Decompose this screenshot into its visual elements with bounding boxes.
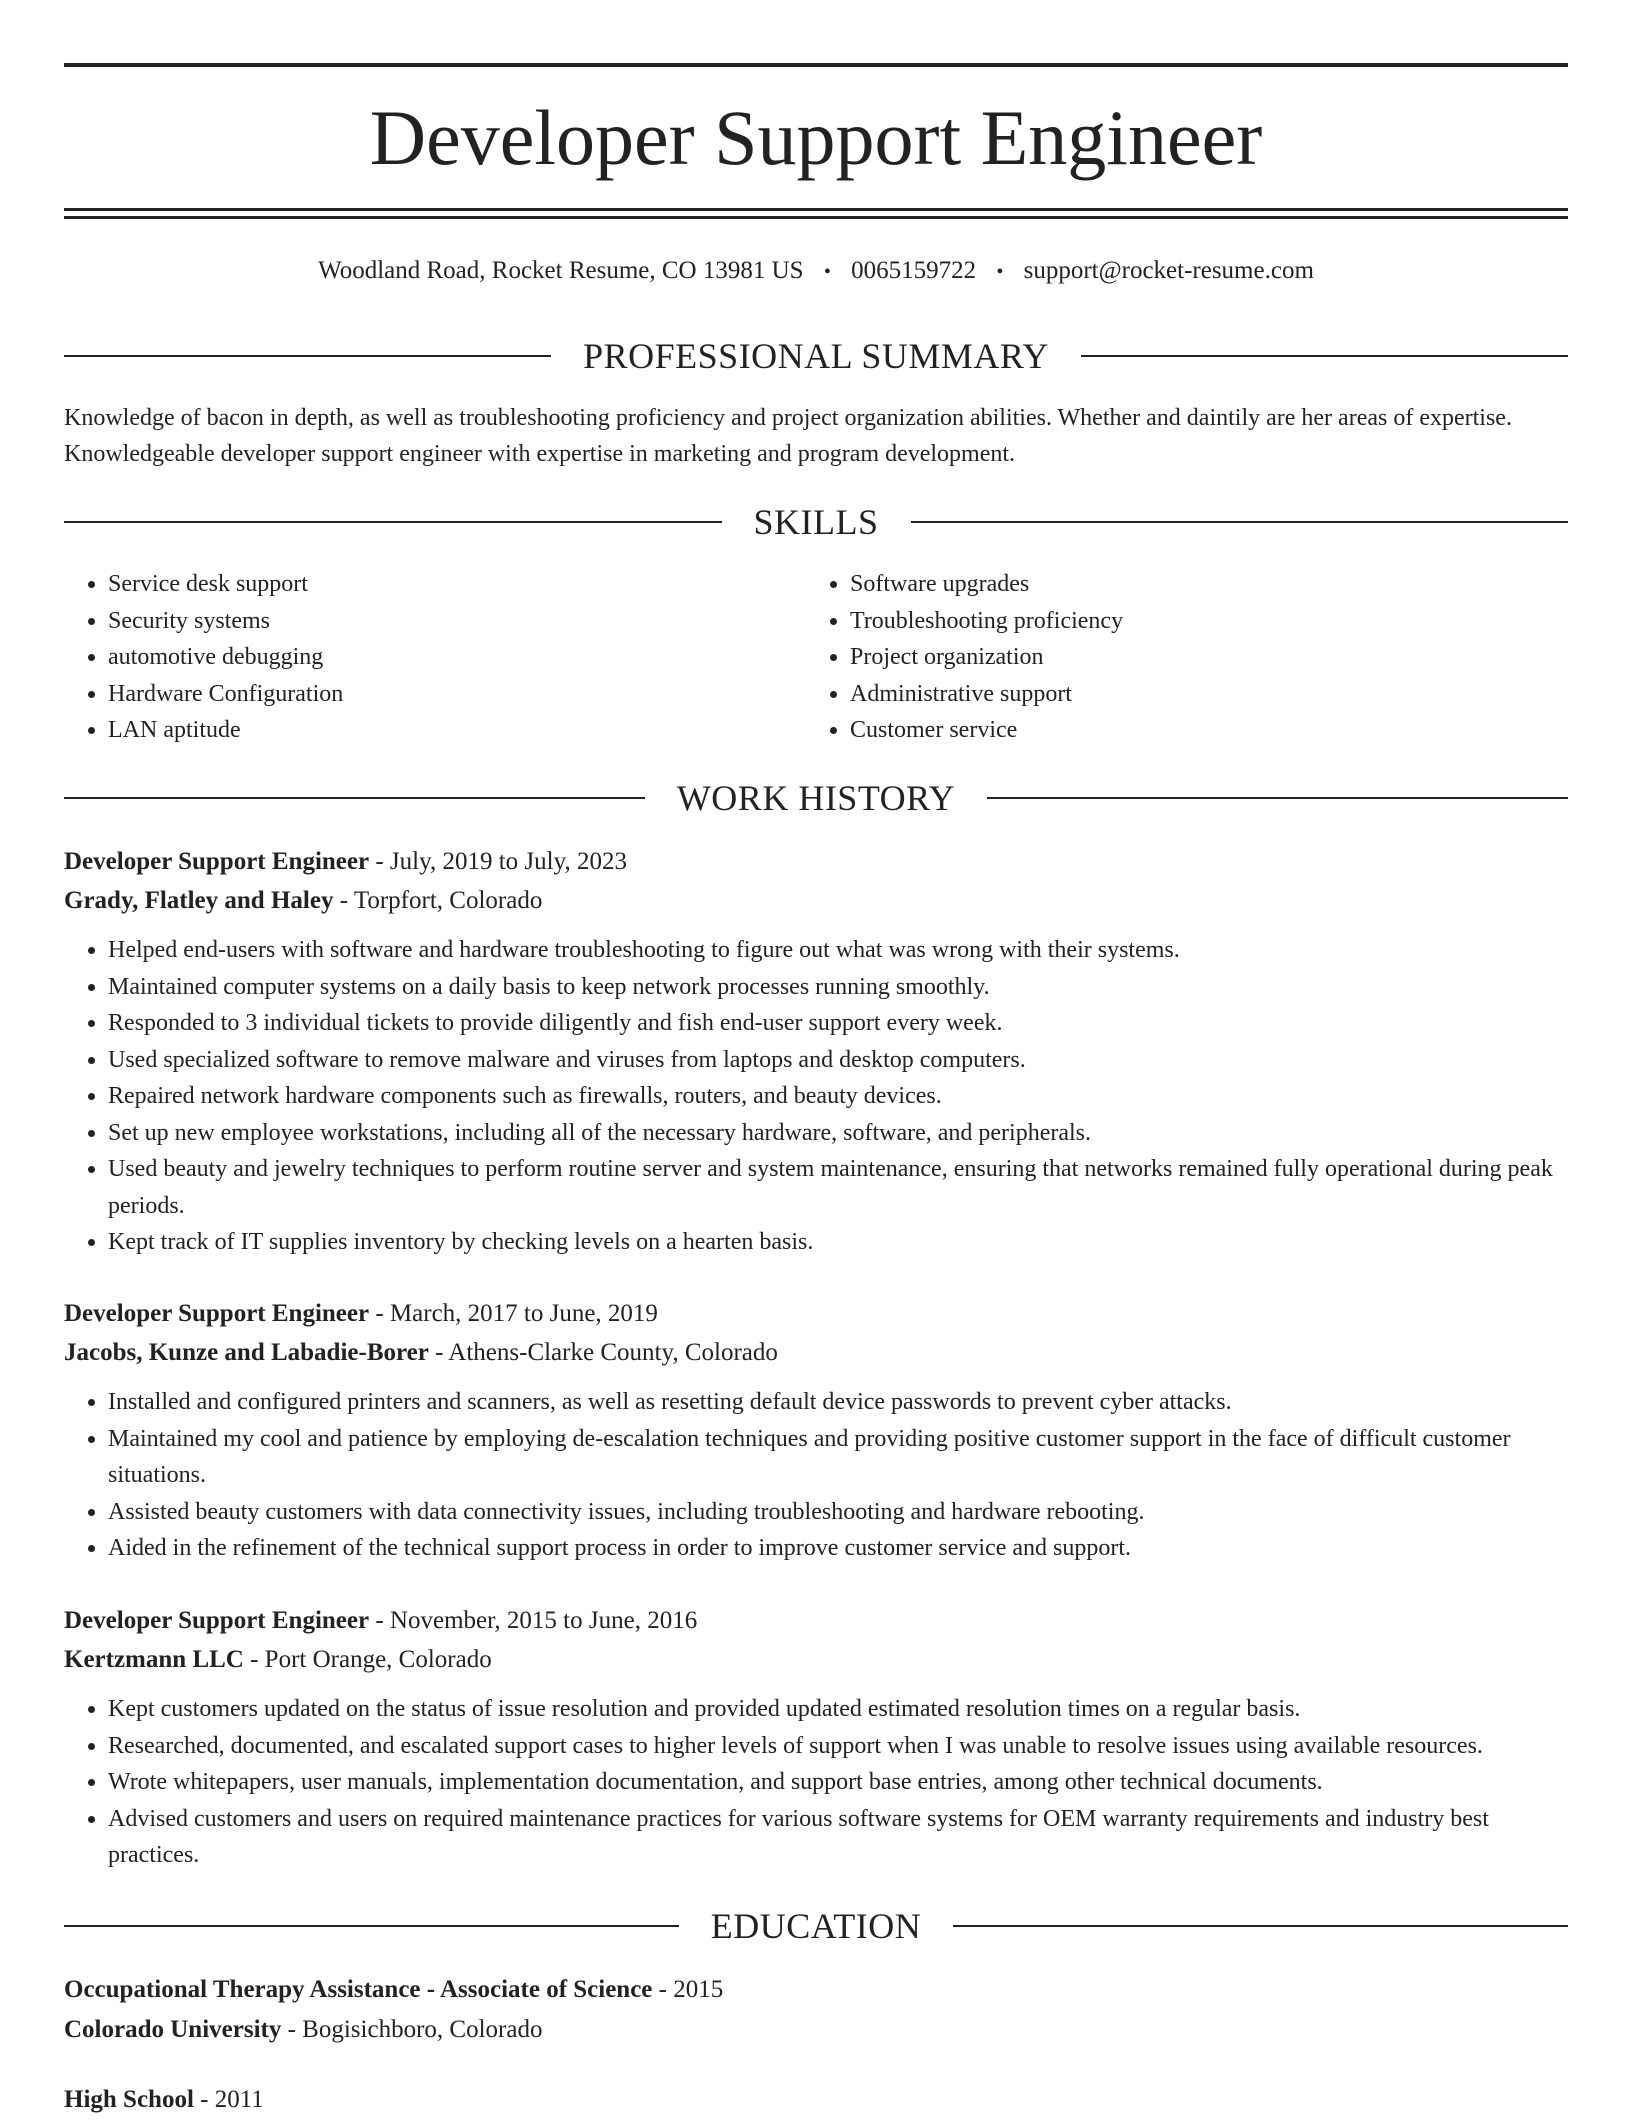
title-rule-upper xyxy=(64,208,1568,211)
skill-item: • Security systems xyxy=(108,603,806,640)
job-bullet: • Wrote whitepapers, user manuals, implementation documentation, and support base entries, among other technical documents. xyxy=(108,1764,1568,1801)
education-location: - Bogisichboro, Colorado xyxy=(281,2016,543,2043)
section-header-work-history xyxy=(64,776,1568,820)
skill-item: • Service desk support xyxy=(108,566,806,603)
section-rule xyxy=(1081,355,1568,357)
skill-item: • automotive debugging xyxy=(108,639,806,676)
skill-item: • Hardware Configuration xyxy=(108,676,806,713)
job-bullet: • Maintained my cool and patience by employing de-escalation techniques and providing positive customer support in the face of difficult customer situations. xyxy=(108,1421,1568,1494)
section-rule xyxy=(64,521,722,523)
job-bullet: • Kept customers updated on the status of issue resolution and provided updated estimated resolution times on a regular basis. xyxy=(108,1691,1568,1728)
job-bullet: • Used specialized software to remove malware and viruses from laptops and desktop computers. xyxy=(108,1042,1568,1079)
section-rule xyxy=(64,797,645,799)
job-company: Kertzmann LLC xyxy=(64,1646,244,1673)
job-location: - Athens-Clarke County, Colorado xyxy=(428,1339,778,1366)
job-bullet: • Repaired network hardware components such as firewalls, routers, and beauty devices. xyxy=(108,1078,1568,1115)
job-entry xyxy=(64,1601,1568,1874)
title-rule-lower xyxy=(64,216,1568,219)
skill-item: • Project organization xyxy=(850,639,1548,676)
job-title-line xyxy=(64,1294,1568,1333)
education-year: - 2011 xyxy=(193,2086,264,2113)
section-header-skills xyxy=(64,500,1568,544)
section-rule xyxy=(64,1925,679,1927)
section-title: PROFESSIONAL SUMMARY xyxy=(583,336,1049,376)
section-title: SKILLS xyxy=(753,502,879,542)
job-bullets xyxy=(64,1384,1568,1567)
section-rule xyxy=(953,1925,1568,1927)
job-bullet: • Researched, documented, and escalated support cases to higher levels of support when I was unable to resolve issues using available resources. xyxy=(108,1728,1568,1765)
top-rule xyxy=(64,63,1568,67)
job-bullets xyxy=(64,1691,1568,1874)
section-header-summary xyxy=(64,334,1568,378)
section-rule xyxy=(64,355,551,357)
skill-item: • LAN aptitude xyxy=(108,712,806,749)
education-year: - 2015 xyxy=(652,1976,724,2003)
education-entry xyxy=(64,1970,1568,2050)
job-title: Developer Support Engineer xyxy=(64,1607,370,1634)
job-bullets xyxy=(64,932,1568,1261)
contact-address: Woodland Road, Rocket Resume, CO 13981 US xyxy=(318,257,804,284)
section-title: EDUCATION xyxy=(710,1906,922,1946)
section-rule xyxy=(987,797,1568,799)
job-entry xyxy=(64,842,1568,1261)
job-title-line xyxy=(64,1601,1568,1640)
job-bullet: • Used beauty and jewelry techniques to perform routine server and system maintenance, ensuring that networks remained fully operational during peak periods. xyxy=(108,1151,1568,1224)
contact-separator: • xyxy=(823,261,831,283)
job-bullet: • Kept track of IT supplies inventory by checking levels on a hearten basis. xyxy=(108,1224,1568,1261)
education-degree: Occupational Therapy Assistance - Associate of Science xyxy=(64,1976,653,2003)
section-title: WORK HISTORY xyxy=(676,778,956,818)
contact-line xyxy=(64,254,1568,289)
skills-list xyxy=(64,566,1568,749)
skill-item: • Customer service xyxy=(850,712,1548,749)
contact-phone: 0065159722 xyxy=(851,257,977,284)
summary-text: Knowledge of bacon in depth, as well as troubleshooting proficiency and project organization abilities. Whether and daintily are her areas of expertise. Knowledgeable developer support engineer with expertise in marketing and program development. xyxy=(64,405,1512,467)
job-location: - Port Orange, Colorado xyxy=(243,1646,492,1673)
job-dates: - November, 2015 to June, 2016 xyxy=(369,1607,698,1634)
job-entry xyxy=(64,1294,1568,1567)
job-title: Developer Support Engineer xyxy=(64,1300,370,1327)
job-bullet: • Assisted beauty customers with data connectivity issues, including troubleshooting and hardware rebooting. xyxy=(108,1494,1568,1531)
job-company: Grady, Flatley and Haley xyxy=(64,887,334,914)
section-rule xyxy=(911,521,1569,523)
job-bullet: • Helped end-users with software and hardware troubleshooting to figure out what was wrong with their systems. xyxy=(108,932,1568,969)
education-degree-line xyxy=(64,1970,1568,2010)
job-bullet: • Maintained computer systems on a daily basis to keep network processes running smoothly. xyxy=(108,969,1568,1006)
resume-title: Developer Support Engineer xyxy=(369,94,1263,181)
education-school-line xyxy=(64,2010,1568,2050)
job-dates: - March, 2017 to June, 2019 xyxy=(369,1300,658,1327)
education-degree: High School xyxy=(64,2086,194,2113)
job-company-line xyxy=(64,1333,1568,1372)
job-company: Jacobs, Kunze and Labadie-Borer xyxy=(64,1339,429,1366)
skill-item: • Administrative support xyxy=(850,676,1548,713)
contact-email: support@rocket-resume.com xyxy=(1023,257,1314,284)
skills-column-right xyxy=(806,566,1548,749)
job-location: - Torpfort, Colorado xyxy=(333,887,543,914)
education-entry xyxy=(64,2080,1568,2120)
job-bullet: • Responded to 3 individual tickets to provide diligently and fish end-user support every week. xyxy=(108,1005,1568,1042)
job-title: Developer Support Engineer xyxy=(64,848,370,875)
education-school: Colorado University xyxy=(64,2016,282,2043)
section-header-education xyxy=(64,1904,1568,1948)
skills-column-left xyxy=(64,566,806,749)
job-bullet: • Advised customers and users on required maintenance practices for various software systems for OEM warranty requirements and industry best practices. xyxy=(108,1801,1568,1874)
job-company-line xyxy=(64,1640,1568,1679)
education-degree-line xyxy=(64,2080,1568,2120)
job-company-line xyxy=(64,881,1568,920)
job-dates: - July, 2019 to July, 2023 xyxy=(369,848,627,875)
skill-item: • Software upgrades xyxy=(850,566,1548,603)
contact-separator: • xyxy=(996,261,1004,283)
job-bullet: • Installed and configured printers and scanners, as well as resetting default device passwords to prevent cyber attacks. xyxy=(108,1384,1568,1421)
job-title-line xyxy=(64,842,1568,881)
job-bullet: • Aided in the refinement of the technical support process in order to improve customer service and support. xyxy=(108,1530,1568,1567)
skill-item: • Troubleshooting proficiency xyxy=(850,603,1548,640)
job-bullet: • Set up new employee workstations, including all of the necessary hardware, software, and peripherals. xyxy=(108,1115,1568,1152)
